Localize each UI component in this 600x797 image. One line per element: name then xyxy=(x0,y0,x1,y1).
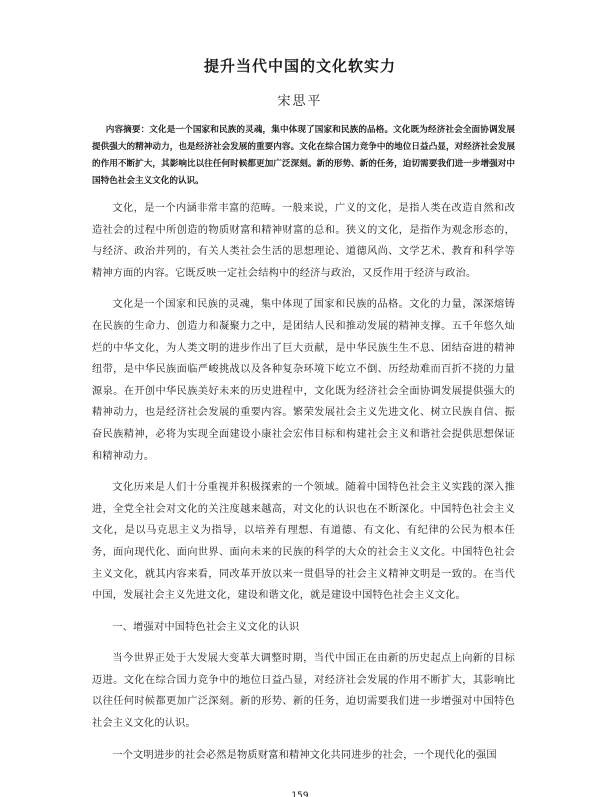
author-name: 宋思平 xyxy=(277,94,323,109)
body-paragraph: 文化是一个国家和民族的灵魂，集中体现了国家和民族的品格。文化的力量，深深熔铸在民族的生命力、创造力和凝聚力之中，是团结人民和推动发展的精神支撑。五千年悠久灿烂的中华文化，为人类文明的进步作出了巨大贡献，是中华民族生生不息、团结奋进的精神纽带，是中华民族面临严峻挑战以及各种复杂环境下屹立不倒、历经劫难而百折不挠的力量源泉。在开创中华民族美好未来的历史进程中，文化既为经济社会全面协调发展提供强大的精神动力，也是经济社会发展的重要内容。繁荣发展社会主义先进文化、树立民族自信、振奋民族精神，必将为实现全面建设小康社会宏伟目标和构建社会主义和谐社会提供思想保证和精神动力。 xyxy=(92,299,515,462)
body-paragraph: 一个文明进步的社会必然是物质财富和精神文化共同进步的社会，一个现代化的强国 xyxy=(112,749,497,761)
body-text xyxy=(92,198,515,776)
body-paragraph: 当今世界正处于大发展大变革大调整时期，当代中国正在由新的历史起点上向新的目标迈进。文化在综合国力竞争中的地位日益凸显，对经济社会发展的作用不断扩大，其影响比以往任何时候都更加广泛深刻。新的形势、新的任务，迫切需要我们进一步增强对中国特色社会主义文化的认识。 xyxy=(92,653,515,730)
page-number: 159 xyxy=(291,791,309,797)
body-paragraph: 文化，是一个内涵非常丰富的范畴。一般来说，广义的文化，是指人类在改造自然和改造社会的过程中所创造的物质财富和精神财富的总和。狭义的文化，是指作为观念形态的，与经济、政治并列的，有关人类社会生活的思想理论、道德风尚、文学艺术、教育和科学等精神方面的内容。它既反映一定社会结构中的经济与政治，又反作用于经济与政治。 xyxy=(92,203,515,279)
abstract-paragraph: 内容摘要：文化是一个国家和民族的灵魂，集中体现了国家和民族的品格。文化既为经济社会全面协调发展提供强大的精神动力，也是经济社会发展的重要内容。文化在综合国力竞争中的地位日益凸显，对经济社会发展的作用不断扩大，其影响比以往任何时候都更加广泛深刻。新的形势、新的任务，迫切需要我们进一步增强对中国特色社会主义文化的认识。 xyxy=(92,125,515,186)
body-paragraph: 文化历来是人们十分重视并积极探索的一个领域。随着中国特色社会主义实践的深入推进，全党全社会对文化的关注度越来越高，对文化的认识也在不断深化。中国特色社会主义文化，是以马克思主义为指导，以培养有理想、有道德、有文化、有纪律的公民为根本任务，面向现代化、面向世界、面向未来的民族的科学的大众的社会主义文化。中国特色社会主义文化，就其内容来看，同改革开放以来一贯倡导的社会主义精神文明是一致的。在当代中国，发展社会主义先进文化，建设和谐文化，就是建设中国特色社会主义文化。 xyxy=(92,482,515,602)
section-heading: 一、增强对中国特色社会主义文化的认识 xyxy=(112,621,300,633)
article-title: 提升当代中国的文化软实力 xyxy=(203,57,396,75)
